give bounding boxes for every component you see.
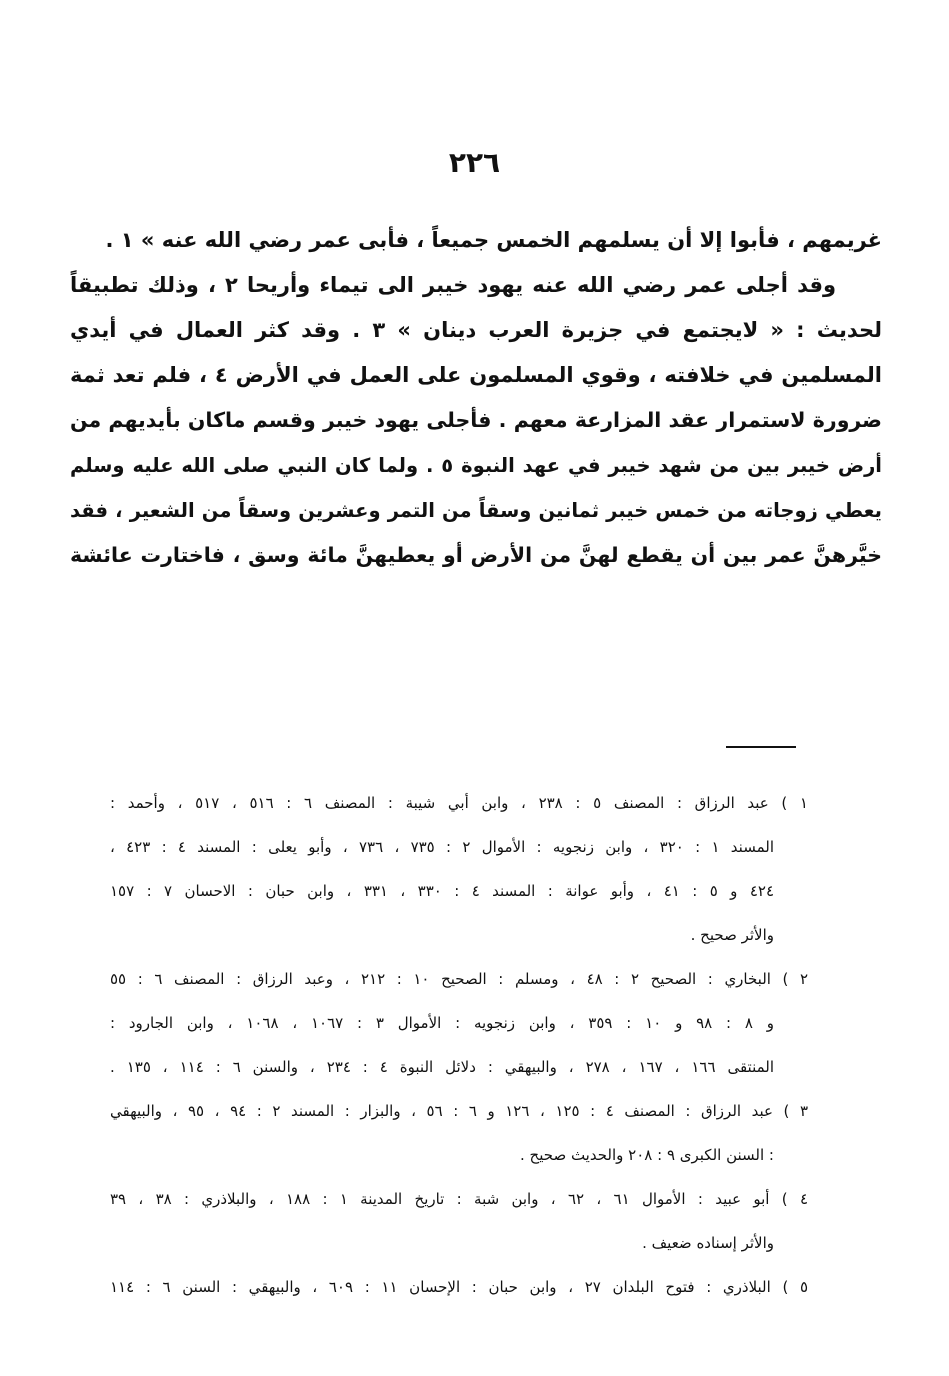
footnote-line: المسند ١ : ٣٢٠ ، وابن زنجويه : الأموال ٢ : ٧٣٥ ، ٧٣٦ ، وأبو يعلى : المسند ٤ : ٤٢٣ ، <box>110 838 774 856</box>
footnote-4 <box>110 1177 808 1265</box>
footnote-3 <box>110 1089 808 1177</box>
footnote-line: ٣ ) عبد الرزاق : المصنف ٤ : ١٢٥ ، ١٢٦ و ٦ : ٥٦ ، والبزار : المسند ٢ : ٩٤ ، ٩٥ ، والبيهقي <box>110 1102 808 1120</box>
footnote-line: ٥ ) البلاذري : فتوح البلدان ٢٧ ، وابن حبان : الإحسان ١١ : ٦٠٩ ، والبيهقي : السنن ٦ : ١١٤ <box>110 1278 809 1296</box>
body-line: وقد أجلى عمر رضي الله عنه يهود خيبر الى تيماء وأريحا ٢ ، وذلك تطبيقاً <box>70 273 837 297</box>
footnote-line: المنتقى ١٦٦ ، ١٦٧ ، ٢٧٨ ، والبيهقي : دلائل النبوة ٤ : ٢٣٤ ، والسنن ٦ : ١١٤ ، ١٣٥ . <box>110 1058 775 1076</box>
footnote-line: : السنن الكبرى ٩ : ٢٠٨ والحديث صحيح . <box>520 1146 774 1164</box>
body-line: ضرورة لاستمرار عقد المزارعة معهم . فأجلى يهود خيبر وقسم ماكان بأيديهم من <box>70 408 882 432</box>
footnote-5 <box>110 1265 808 1309</box>
body-line: يعطي زوجاته من خمس خيبر ثمانين وسقاً من التمر وعشرين وسقاً من الشعير ، فقد <box>70 499 882 522</box>
body-line: أرض خيبر بين من شهد خيبر في عهد النبوة ٥ . ولما كان النبي صلى الله عليه وسلم <box>70 454 882 477</box>
footnote-line: ٤ ) أبو عبيد : الأموال ٦١ ، ٦٢ ، وابن شبة : تاريخ المدينة ١ : ١٨٨ ، والبلاذري : ٣٨ ، ٣٩ <box>110 1190 809 1208</box>
body-line: غريمهم ، فأبوا إلا أن يسلمهم الخمس جميعاً ، فأبى عمر رضي الله عنه » ١ . <box>105 228 882 252</box>
body-line: لحديث : « لايجتمع في جزيرة العرب دينان » ٣ . وقد كثر العمال في أيدي <box>70 318 882 342</box>
main-text <box>70 218 882 578</box>
footnote-line: والأثر إسناده ضعيف . <box>642 1234 774 1252</box>
footnotes <box>110 781 808 1309</box>
footnote-2 <box>110 957 808 1089</box>
body-line: خيَّرهنَّ عمر بين أن يقطع لهنَّ من الأرض أو يعطيهنَّ مائة وسق ، فاختارت عائشة <box>70 543 882 567</box>
body-line: المسلمين في خلافته ، وقوي المسلمون على العمل في الأرض ٤ ، فلم تعد ثمة <box>70 363 882 387</box>
footnote-1 <box>110 781 808 957</box>
footnote-line: و ٨ : ٩٨ و ١٠ : ٣٥٩ ، وابن زنجويه : الأموال ٣ : ١٠٦٧ ، ١٠٦٨ ، وابن الجارود : <box>110 1014 775 1032</box>
footnote-line: ٢ ) البخاري : الصحيح ٢ : ٤٨ ، ومسلم : الصحيح ١٠ : ٢١٢ ، وعبد الرزاق : المصنف ٦ : ٥٥ <box>110 970 809 988</box>
footnote-line: ١ ) عبد الرزاق : المصنف ٥ : ٢٣٨ ، وابن أبي شيبة : المصنف ٦ : ٥١٦ ، ٥١٧ ، وأحمد : <box>110 794 808 812</box>
footnote-line: والأثر صحيح . <box>690 926 774 944</box>
page-number: ٢٢٦ <box>448 146 501 179</box>
footnote-separator <box>726 746 796 748</box>
footnote-line: ٤٢٤ و ٥ : ٤١ ، وأبو عوانة : المسند ٤ : ٣٣٠ ، ٣٣١ ، وابن حبان : الاحسان ٧ : ١٥٧ <box>110 882 774 900</box>
